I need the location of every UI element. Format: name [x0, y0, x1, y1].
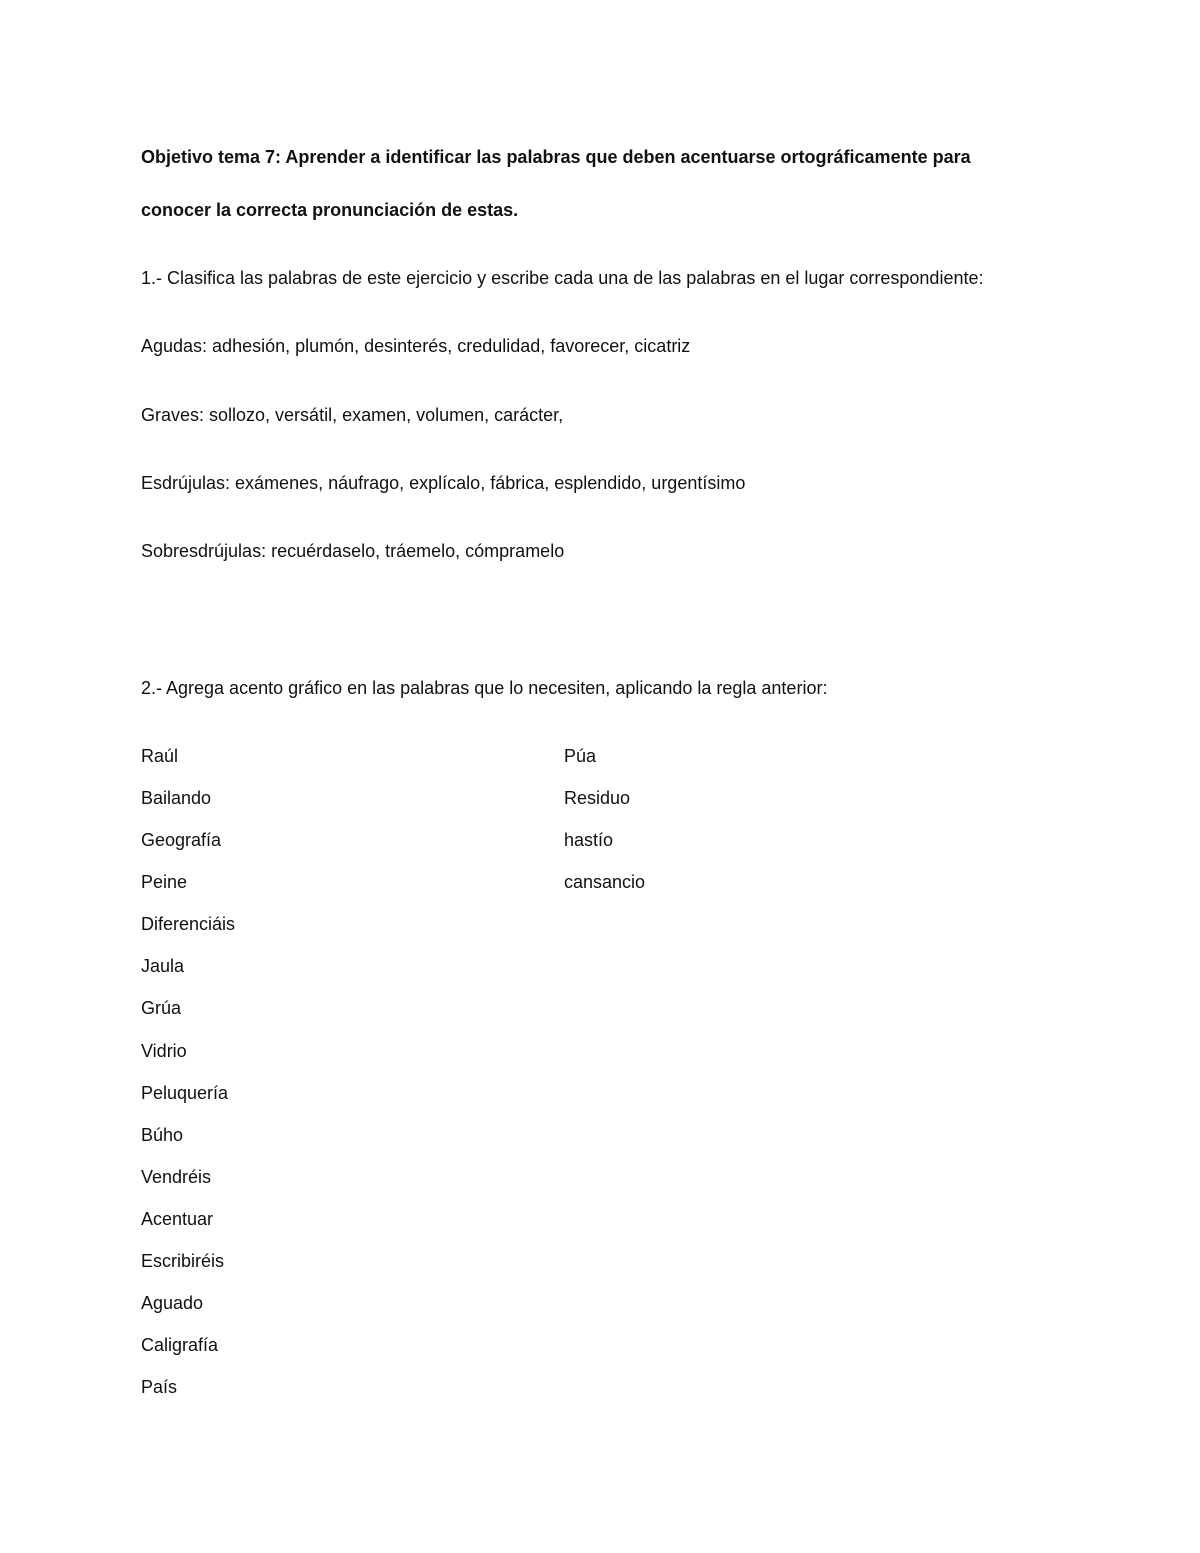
- word-list-item: Vidrio: [141, 1041, 187, 1061]
- word-list-item: Residuo: [564, 788, 631, 808]
- word-list-item: Bailando: [141, 788, 212, 808]
- word-list-item: Jaula: [141, 956, 185, 976]
- word-list-item: Diferenciáis: [141, 914, 236, 934]
- sobresdrujulas-line: Sobresdrújulas: recuérdaselo, tráemelo, cómpramelo: [141, 541, 565, 561]
- agudas-line: Agudas: adhesión, plumón, desinterés, credulidad, favorecer, cicatriz: [141, 336, 691, 356]
- word-list-item: Grúa: [141, 998, 182, 1018]
- word-list-item: Aguado: [141, 1293, 204, 1313]
- word-list-item: Vendréis: [141, 1167, 212, 1187]
- word-list-item: Acentuar: [141, 1209, 214, 1229]
- word-list-item: Búho: [141, 1125, 184, 1145]
- esdrujulas-line: Esdrújulas: exámenes, náufrago, explícalo, fábrica, esplendido, urgentísimo: [141, 473, 746, 493]
- word-list-item: cansancio: [564, 872, 646, 892]
- graves-line: Graves: sollozo, versátil, examen, volumen, carácter,: [141, 405, 564, 425]
- word-list-item: Peluquería: [141, 1083, 229, 1103]
- objective-line-1: Objetivo tema 7: Aprender a identificar las palabras que deben acentuarse ortográficamente para: [141, 147, 971, 167]
- word-list-item: Púa: [564, 746, 597, 766]
- word-list-item: Raúl: [141, 746, 179, 766]
- word-list-item: Caligrafía: [141, 1335, 219, 1355]
- word-list-item: Escribiréis: [141, 1251, 225, 1271]
- objective-line-2: conocer la correcta pronunciación de estas.: [141, 200, 519, 220]
- word-list-item: Peine: [141, 872, 188, 892]
- word-list-item: País: [141, 1377, 178, 1397]
- exercise-2-instruction: 2.- Agrega acento gráfico en las palabras que lo necesiten, aplicando la regla anterior:: [141, 678, 828, 698]
- word-list-item: Geografía: [141, 830, 222, 850]
- word-list-item: hastío: [564, 830, 614, 850]
- exercise-1-instruction: 1.- Clasifica las palabras de este ejercicio y escribe cada una de las palabras en el lugar correspondiente:: [141, 268, 984, 288]
